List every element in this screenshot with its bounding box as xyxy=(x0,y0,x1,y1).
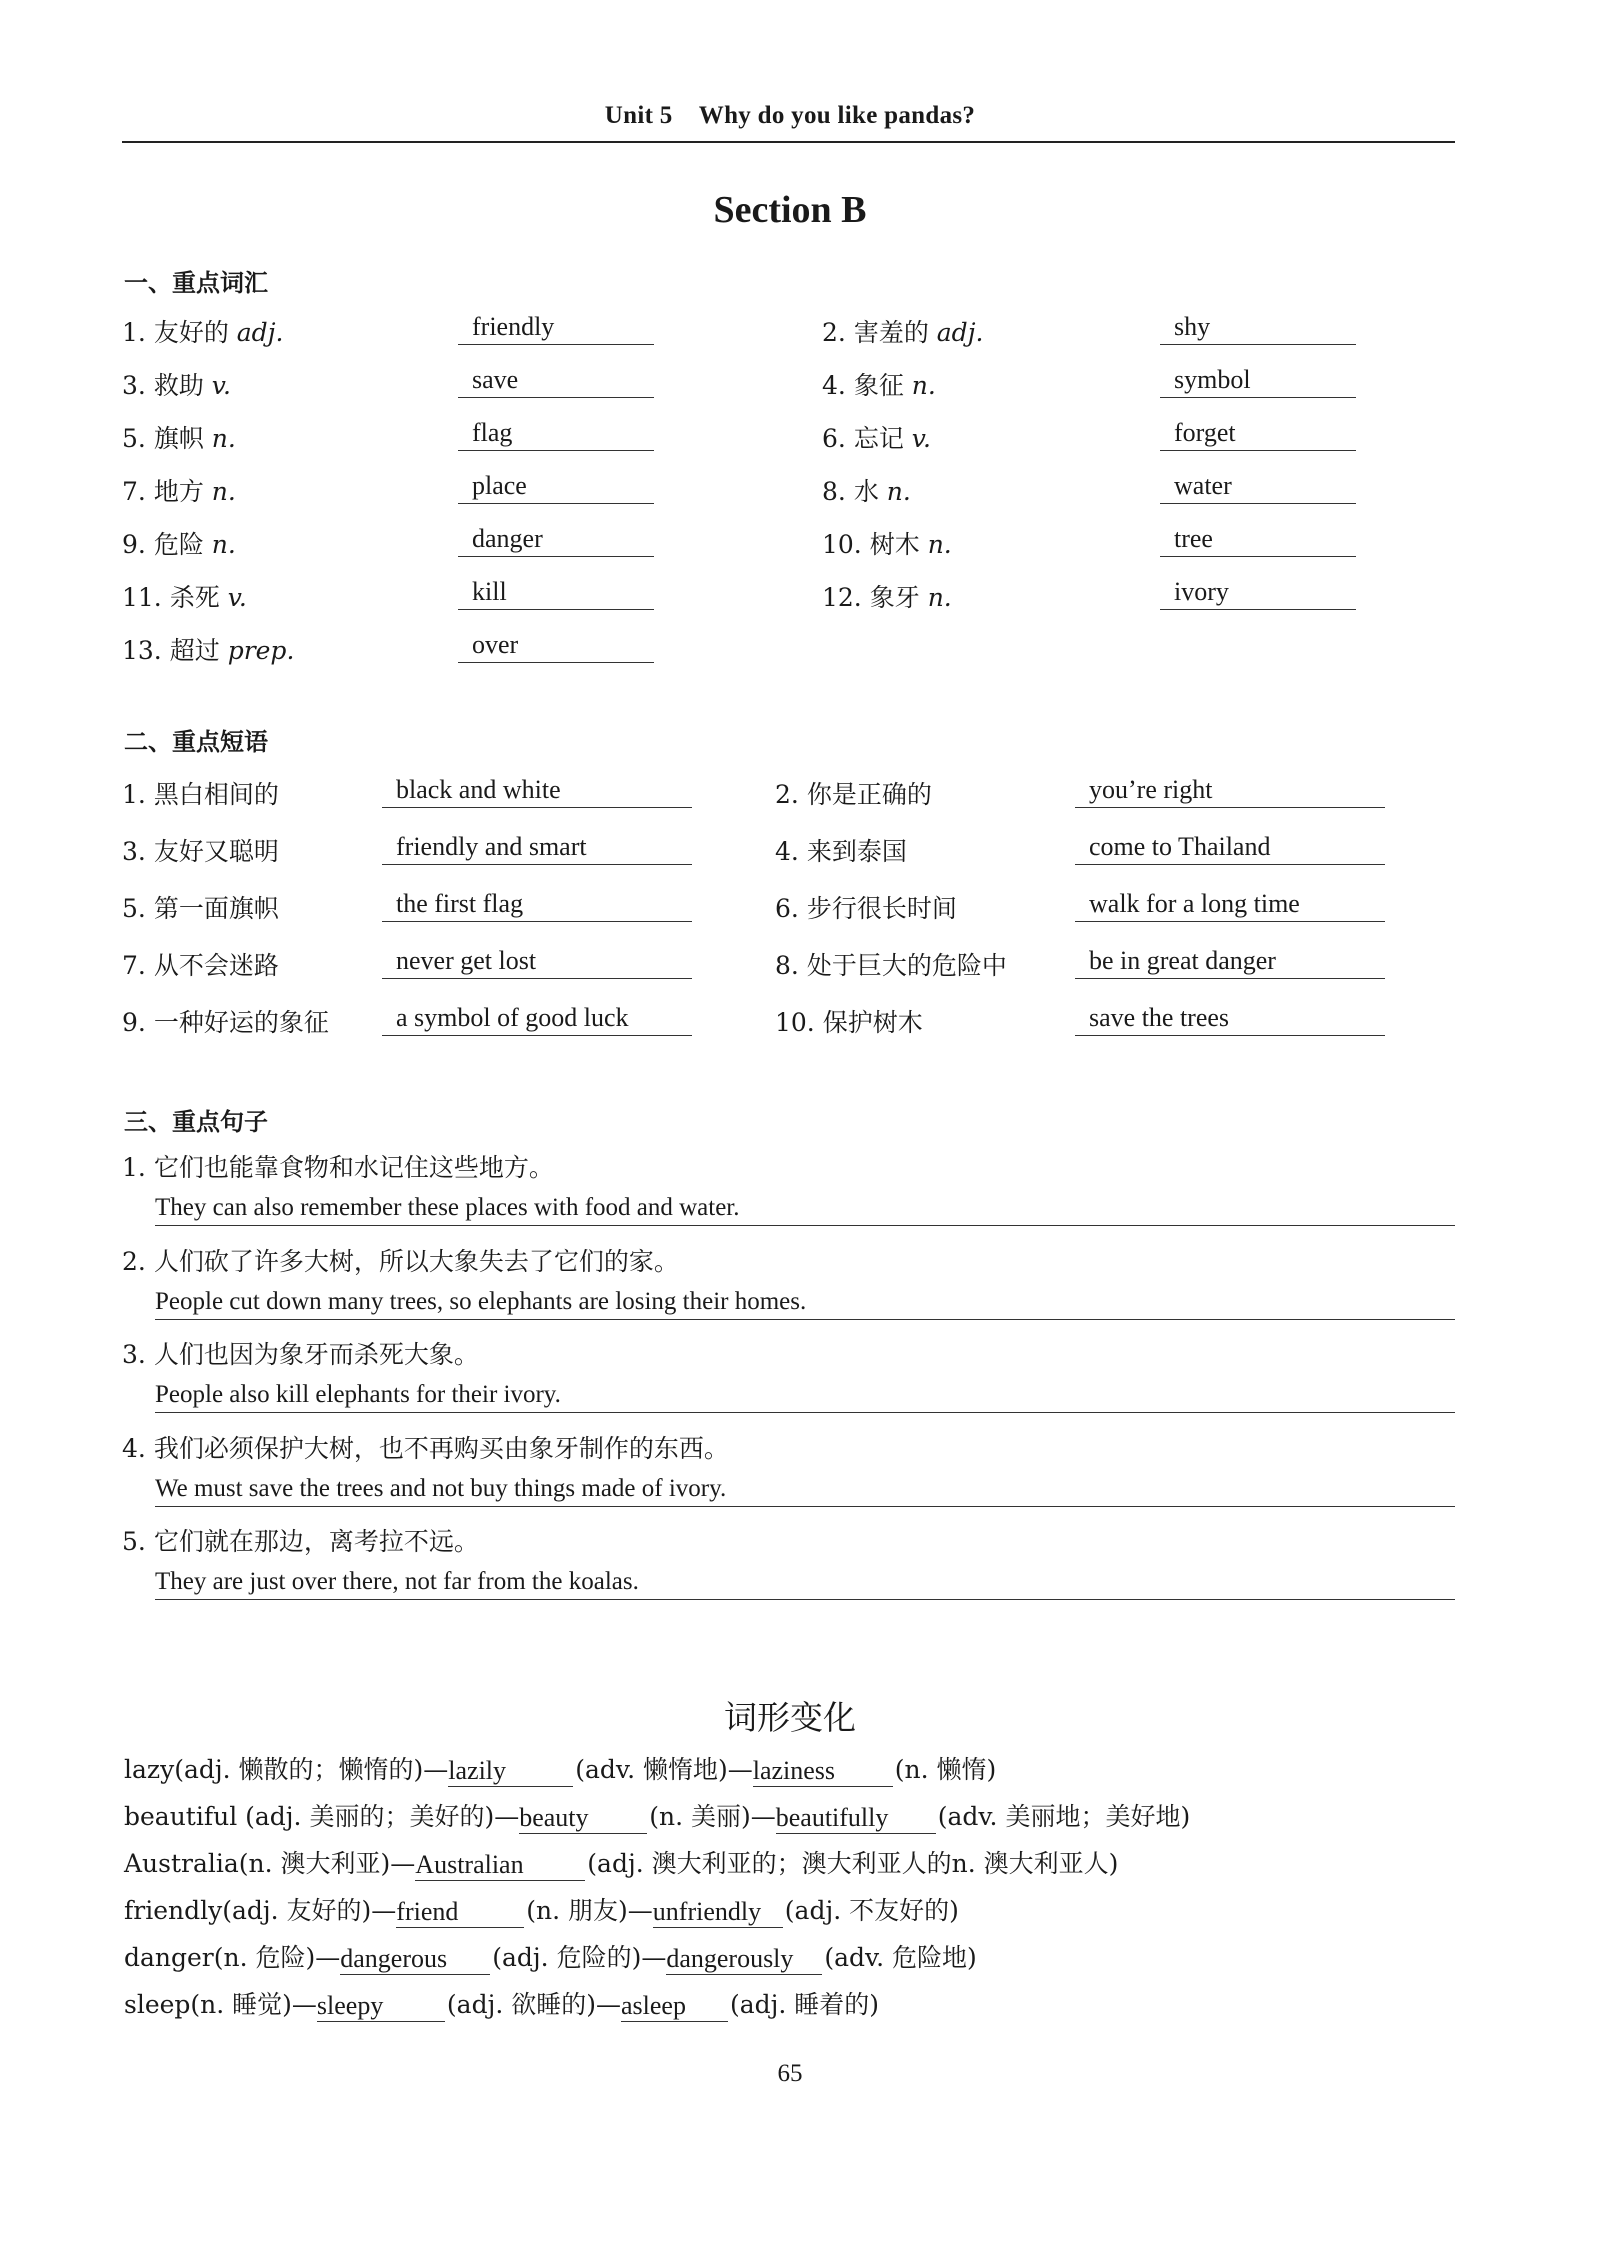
word-form-line xyxy=(124,1938,977,1978)
vocab-number: 5. xyxy=(122,424,146,453)
phrase-chinese: 一种好运的象征 xyxy=(153,1008,329,1037)
word-form-line xyxy=(124,1891,959,1931)
vocab-chinese: 超过 xyxy=(169,636,220,665)
vocab-label xyxy=(822,472,911,508)
vocab-answer-field[interactable]: kill xyxy=(458,576,654,610)
vocab-chinese: 树木 xyxy=(869,530,920,559)
sentence-number: 1. xyxy=(122,1153,146,1182)
vocab-number: 3. xyxy=(122,371,146,400)
phrase-answer-field[interactable]: walk for a long time xyxy=(1075,888,1385,922)
word-form-text: (adj. 欲睡的)— xyxy=(446,1990,621,2019)
phrase-label xyxy=(122,889,279,925)
sentence-answer-field[interactable]: People also kill elephants for their ivory. xyxy=(155,1379,1455,1413)
header-unit: Unit 5 xyxy=(604,102,673,129)
phrase-label xyxy=(122,1003,329,1039)
vocab-answer-field[interactable]: save xyxy=(458,364,654,398)
sentence-number: 4. xyxy=(122,1433,146,1463)
word-form-text: (adj. 澳大利亚的；澳大利亚人的n. 澳大利亚人) xyxy=(587,1849,1119,1878)
sentence-prompt xyxy=(122,1242,679,1278)
word-form-text: (adv. 懒惰地)— xyxy=(575,1755,753,1784)
word-form-blank[interactable]: dangerous xyxy=(340,1944,490,1975)
phrase-number: 1. xyxy=(122,780,146,809)
vocab-pos: n. xyxy=(911,371,936,400)
running-header xyxy=(0,102,1580,130)
vocab-chinese: 地方 xyxy=(153,477,204,506)
vocab-pos: v. xyxy=(211,371,231,400)
sentence-chinese: 我们必须保护大树，也不再购买由象牙制作的东西。 xyxy=(153,1433,729,1463)
phrase-answer-field[interactable]: be in great danger xyxy=(1075,945,1385,979)
phrase-number: 3. xyxy=(122,837,146,866)
phrase-number: 9. xyxy=(122,1008,146,1037)
phrase-number: 5. xyxy=(122,894,146,923)
phrase-chinese: 你是正确的 xyxy=(806,780,932,809)
sentence-answer-field[interactable]: We must save the trees and not buy things made of ivory. xyxy=(155,1473,1455,1507)
phrase-label xyxy=(775,832,907,868)
section-title: Section B xyxy=(713,189,867,231)
phrase-chinese: 从不会迷路 xyxy=(153,951,279,980)
sentences-heading: 三、重点句子 xyxy=(124,1108,268,1136)
phrase-chinese: 第一面旗帜 xyxy=(153,894,279,923)
vocab-number: 10. xyxy=(822,530,862,559)
vocab-chinese: 救助 xyxy=(153,371,204,400)
word-form-line xyxy=(124,1985,879,2025)
vocab-number: 13. xyxy=(122,636,162,665)
phrases-heading: 二、重点短语 xyxy=(124,728,268,756)
vocab-label xyxy=(822,366,936,402)
vocab-number: 4. xyxy=(822,371,846,400)
sentence-answer-field[interactable]: They are just over there, not far from the koalas. xyxy=(155,1566,1455,1600)
word-form-blank[interactable]: unfriendly xyxy=(653,1897,783,1928)
vocab-chinese: 象征 xyxy=(853,371,904,400)
vocab-answer-field[interactable]: ivory xyxy=(1160,576,1356,610)
sentence-chinese: 人们也因为象牙而杀死大象。 xyxy=(153,1340,479,1369)
word-form-blank[interactable]: lazily xyxy=(448,1756,573,1787)
vocab-pos: adj. xyxy=(236,318,284,347)
word-form-text: (adj. 危险的)— xyxy=(492,1943,667,1972)
header-title: Why do you like pandas? xyxy=(698,102,976,129)
vocab-chinese: 危险 xyxy=(153,530,204,559)
vocab-number: 11. xyxy=(122,583,162,612)
vocab-chinese: 害羞的 xyxy=(853,318,929,347)
word-form-blank[interactable]: friend xyxy=(396,1897,524,1928)
vocab-label xyxy=(122,472,236,508)
word-form-blank[interactable]: beautifully xyxy=(776,1803,936,1834)
vocab-pos: adj. xyxy=(936,318,984,347)
phrase-number: 2. xyxy=(775,780,799,809)
vocab-heading: 一、重点词汇 xyxy=(124,269,268,297)
vocab-answer-field[interactable]: flag xyxy=(458,417,654,451)
phrase-label xyxy=(775,946,1007,982)
phrase-chinese: 处于巨大的危险中 xyxy=(806,951,1007,980)
sentence-prompt xyxy=(122,1335,479,1371)
phrase-chinese: 保护树木 xyxy=(822,1008,923,1037)
phrase-answer-field[interactable]: black and white xyxy=(382,774,692,808)
word-form-line xyxy=(124,1844,1118,1884)
phrase-chinese: 步行很长时间 xyxy=(806,894,957,923)
vocab-number: 8. xyxy=(822,477,846,506)
word-form-text: (n. 懒惰) xyxy=(894,1755,997,1784)
sentence-number: 3. xyxy=(122,1340,146,1369)
vocab-label xyxy=(822,313,983,349)
word-form-text: danger(n. 危险)— xyxy=(124,1943,341,1972)
sentence-chinese: 它们也能靠食物和水记住这些地方。 xyxy=(153,1153,554,1182)
sentence-answer-field[interactable]: People cut down many trees, so elephants are losing their homes. xyxy=(155,1286,1455,1320)
vocab-label xyxy=(122,631,294,667)
phrase-number: 7. xyxy=(122,951,146,980)
phrase-number: 4. xyxy=(775,837,799,866)
vocab-answer-field[interactable]: danger xyxy=(458,523,654,557)
vocab-answer-field[interactable]: symbol xyxy=(1160,364,1356,398)
vocab-label xyxy=(122,525,236,561)
sentence-number: 5. xyxy=(122,1527,146,1556)
sentence-prompt xyxy=(122,1429,729,1465)
vocab-chinese: 忘记 xyxy=(853,424,904,453)
word-form-blank[interactable]: Australian xyxy=(415,1850,585,1881)
phrase-answer-field[interactable]: the first flag xyxy=(382,888,692,922)
word-form-text: (n. 朋友)— xyxy=(526,1896,653,1925)
vocab-answer-field[interactable]: over xyxy=(458,629,654,663)
vocab-answer-field[interactable]: tree xyxy=(1160,523,1356,557)
vocab-number: 6. xyxy=(822,424,846,453)
phrase-chinese: 友好又聪明 xyxy=(153,837,279,866)
vocab-number: 2. xyxy=(822,318,846,347)
phrase-label xyxy=(122,832,279,868)
vocab-pos: v. xyxy=(911,424,931,453)
sentence-prompt xyxy=(122,1148,554,1184)
word-form-text: lazy(adj. 懒散的；懒惰的)— xyxy=(124,1755,449,1784)
word-form-text: sleep(n. 睡觉)— xyxy=(124,1990,317,2019)
word-form-blank[interactable]: asleep xyxy=(621,1991,728,2022)
vocab-pos: n. xyxy=(927,530,952,559)
vocab-label xyxy=(822,419,931,455)
word-form-text: (adv. 危险地) xyxy=(824,1943,977,1972)
vocab-chinese: 水 xyxy=(853,477,879,506)
vocab-pos: prep. xyxy=(227,636,295,665)
word-form-line xyxy=(124,1750,996,1790)
vocab-number: 12. xyxy=(822,583,862,612)
vocab-number: 1. xyxy=(122,318,146,347)
word-form-text: (adj. 不友好的) xyxy=(784,1896,959,1925)
phrase-answer-field[interactable]: a symbol of good luck xyxy=(382,1002,692,1036)
page-number: 65 xyxy=(777,2060,803,2087)
word-forms-heading: 词形变化 xyxy=(724,1698,856,1737)
word-form-text: friendly(adj. 友好的)— xyxy=(124,1896,397,1925)
word-form-blank[interactable]: dangerously xyxy=(666,1944,822,1975)
vocab-pos: n. xyxy=(211,477,236,506)
phrase-answer-field[interactable]: save the trees xyxy=(1075,1002,1385,1036)
vocab-label xyxy=(122,313,283,349)
phrase-answer-field[interactable]: never get lost xyxy=(382,945,692,979)
phrase-chinese: 来到泰国 xyxy=(806,837,907,866)
vocab-label xyxy=(122,366,231,402)
sentence-chinese: 人们砍了许多大树，所以大象失去了它们的家。 xyxy=(153,1246,679,1276)
vocab-label xyxy=(122,419,236,455)
phrase-label xyxy=(775,889,957,925)
phrase-chinese: 黑白相间的 xyxy=(153,780,279,809)
phrase-number: 10. xyxy=(775,1008,815,1037)
word-form-blank[interactable]: laziness xyxy=(753,1756,893,1787)
vocab-chinese: 友好的 xyxy=(153,318,229,347)
vocab-answer-field[interactable]: water xyxy=(1160,470,1356,504)
sentence-number: 2. xyxy=(122,1246,146,1276)
phrase-label xyxy=(775,1003,923,1039)
phrase-label xyxy=(775,775,932,811)
word-form-text: (n. 美丽)— xyxy=(649,1802,776,1831)
word-form-text: beautiful (adj. 美丽的；美好的)— xyxy=(124,1802,520,1831)
vocab-label xyxy=(122,578,247,614)
word-form-blank[interactable]: sleepy xyxy=(317,1991,445,2022)
sentence-prompt xyxy=(122,1522,479,1558)
vocab-pos: n. xyxy=(927,583,952,612)
phrase-answer-field[interactable]: you’re right xyxy=(1075,774,1385,808)
phrase-label xyxy=(122,775,279,811)
phrase-label xyxy=(122,946,279,982)
vocab-number: 9. xyxy=(122,530,146,559)
word-form-blank[interactable]: beauty xyxy=(519,1803,647,1834)
vocab-answer-field[interactable]: shy xyxy=(1160,311,1356,345)
word-form-text: (adj. 睡着的) xyxy=(729,1990,880,2019)
vocab-pos: v. xyxy=(227,583,247,612)
word-form-text: Australia(n. 澳大利亚)— xyxy=(124,1849,416,1878)
vocab-chinese: 旗帜 xyxy=(153,424,204,453)
header-rule xyxy=(122,141,1455,143)
phrase-answer-field[interactable]: come to Thailand xyxy=(1075,831,1385,865)
vocab-chinese: 象牙 xyxy=(869,583,920,612)
vocab-label xyxy=(822,525,952,561)
phrase-number: 6. xyxy=(775,894,799,923)
vocab-answer-field[interactable]: place xyxy=(458,470,654,504)
vocab-pos: n. xyxy=(211,530,236,559)
word-form-line xyxy=(124,1797,1190,1837)
sentence-answer-field[interactable]: They can also remember these places with food and water. xyxy=(155,1192,1455,1226)
vocab-answer-field[interactable]: forget xyxy=(1160,417,1356,451)
phrase-number: 8. xyxy=(775,951,799,980)
word-form-text: (adv. 美丽地；美好地) xyxy=(937,1802,1191,1831)
vocab-pos: n. xyxy=(886,477,911,506)
vocab-answer-field[interactable]: friendly xyxy=(458,311,654,345)
vocab-label xyxy=(822,578,952,614)
vocab-number: 7. xyxy=(122,477,146,506)
vocab-chinese: 杀死 xyxy=(169,583,220,612)
phrase-answer-field[interactable]: friendly and smart xyxy=(382,831,692,865)
vocab-pos: n. xyxy=(211,424,236,453)
sentence-chinese: 它们就在那边，离考拉不远。 xyxy=(153,1527,479,1556)
